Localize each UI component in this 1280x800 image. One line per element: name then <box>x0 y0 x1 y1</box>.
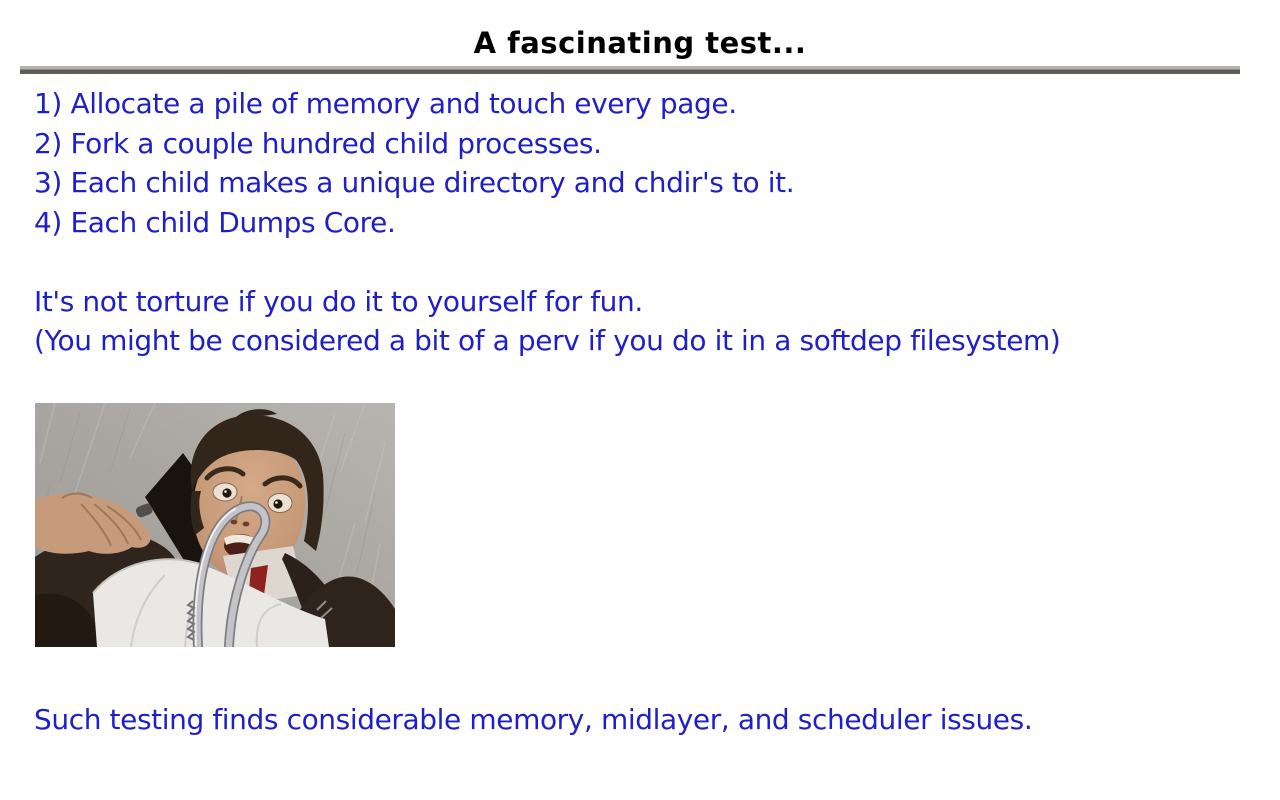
body-line-6: (You might be considered a bit of a perv if you do it in a softdep filesystem) <box>34 324 1061 357</box>
body-line-1: 1) Allocate a pile of memory and touch every page. <box>34 87 737 120</box>
dental-scene-illustration <box>35 403 395 647</box>
body-line-5: It's not torture if you do it to yourself for fun. <box>34 284 643 318</box>
title-rule-divider <box>20 66 1240 74</box>
body-line-3: 3) Each child makes a unique directory and chdir's to it. <box>34 166 795 199</box>
slide-footer-text: Such testing finds considerable memory, midlayer, and scheduler issues. <box>34 703 1033 736</box>
body-line-blank <box>34 242 1234 282</box>
slide-title: A fascinating test... <box>473 26 807 60</box>
dental-scene-photo <box>35 403 395 647</box>
slide-body-text <box>34 84 1234 361</box>
body-line-4: 4) Each child Dumps Core. <box>34 205 396 239</box>
body-line-2: 2) Fork a couple hundred child processes. <box>34 126 602 160</box>
